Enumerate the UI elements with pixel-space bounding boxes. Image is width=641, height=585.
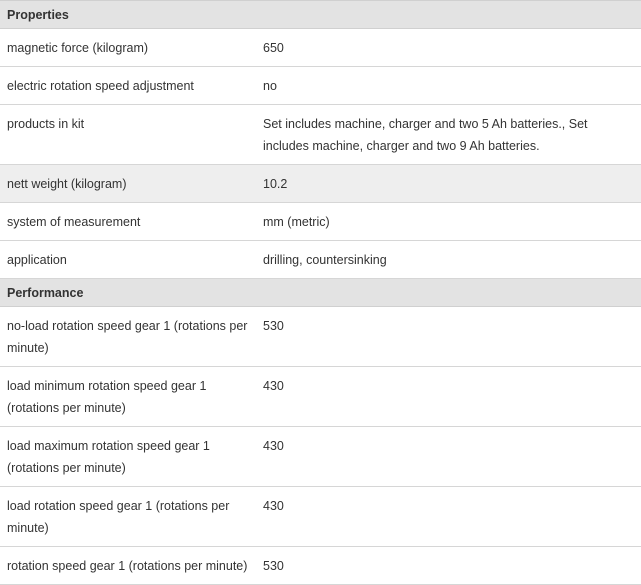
row-value: 10.2 (256, 165, 641, 203)
table-row (0, 547, 641, 585)
row-label: magnetic force (kilogram) (0, 29, 256, 67)
row-value: 430 (256, 427, 641, 487)
table-row (0, 487, 641, 547)
row-value: 430 (256, 487, 641, 547)
table-row (0, 165, 641, 203)
row-label: system of measurement (0, 203, 256, 241)
row-label: rotation speed gear 1 (rotations per minute) (0, 547, 256, 585)
section-title: Properties (0, 1, 641, 29)
section-header-performance (0, 279, 641, 307)
table-row (0, 307, 641, 367)
table-row (0, 241, 641, 279)
table-row (0, 29, 641, 67)
row-value: 430 (256, 367, 641, 427)
row-label: products in kit (0, 105, 256, 165)
row-value: Set includes machine, charger and two 5 Ah batteries., Set includes machine, charger and two 9 Ah batteries. (256, 105, 641, 165)
row-value: no (256, 67, 641, 105)
table-row (0, 105, 641, 165)
row-value: 530 (256, 307, 641, 367)
row-label: application (0, 241, 256, 279)
table-row (0, 427, 641, 487)
row-label: nett weight (kilogram) (0, 165, 256, 203)
section-header-properties (0, 1, 641, 29)
table-row (0, 67, 641, 105)
section-title: Performance (0, 279, 641, 307)
row-label: electric rotation speed adjustment (0, 67, 256, 105)
row-label: load maximum rotation speed gear 1 (rotations per minute) (0, 427, 256, 487)
row-label: no-load rotation speed gear 1 (rotations per minute) (0, 307, 256, 367)
row-label: load minimum rotation speed gear 1 (rotations per minute) (0, 367, 256, 427)
table-row (0, 367, 641, 427)
row-value: 530 (256, 547, 641, 585)
row-value: drilling, countersinking (256, 241, 641, 279)
row-label: load rotation speed gear 1 (rotations per minute) (0, 487, 256, 547)
row-value: 650 (256, 29, 641, 67)
table-row (0, 203, 641, 241)
row-value: mm (metric) (256, 203, 641, 241)
